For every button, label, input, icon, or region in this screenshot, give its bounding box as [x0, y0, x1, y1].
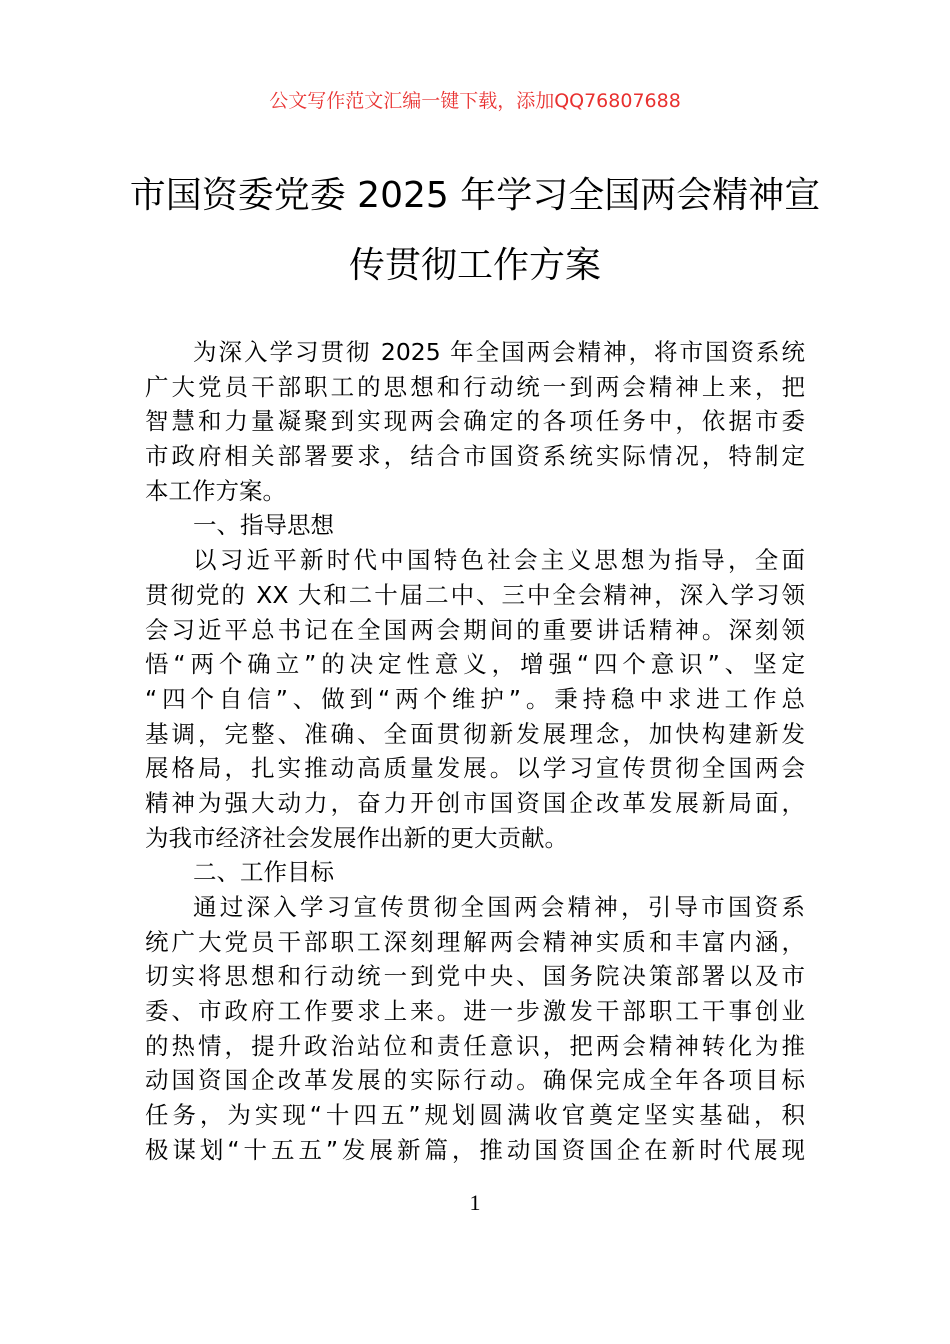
text-line: 智慧和力量凝聚到实现两会确定的各项任务中，依据市委 [145, 407, 805, 436]
text-line: 二、工作目标 [193, 858, 334, 887]
text-line: 贯彻党的 XX 大和二十届二中、三中全会精神，深入学习领 [145, 580, 805, 609]
text-line: “四个自信”、做到“两个维护”。秉持稳中求进工作总 [145, 684, 805, 713]
text-line: 的热情，提升政治站位和责任意识，把两会精神转化为推 [145, 1031, 805, 1060]
text-line: 动国资国企改革发展的实际行动。确保完成全年各项目标 [145, 1066, 805, 1095]
text-line: 委、市政府工作要求上来。进一步激发干部职工干事创业 [145, 997, 805, 1026]
text-line: 一、指导思想 [193, 511, 334, 540]
text-line: 精神为强大动力，奋力开创市国资国企改革发展新局面， [145, 788, 805, 817]
text-line: 展格局，扎实推动高质量发展。以学习宣传贯彻全国两会 [145, 754, 805, 783]
text-line: 通过深入学习宣传贯彻全国两会精神，引导市国资系 [193, 893, 805, 921]
text-line: 为深入学习贯彻 2025 年全国两会精神，将市国资系统 [193, 338, 805, 366]
text-line: 会习近平总书记在全国两会期间的重要讲话精神。深刻领 [145, 615, 805, 644]
text-line: 切实将思想和行动统一到党中央、国务院决策部署以及市 [145, 962, 805, 991]
text-line: 本工作方案。 [145, 476, 286, 505]
text-line: 市政府相关部署要求，结合市国资系统实际情况，特制定 [145, 442, 805, 471]
text-line: 悟“两个确立”的决定性意义，增强“四个意识”、坚定 [145, 650, 805, 679]
text-line: 以习近平新时代中国特色社会主义思想为指导，全面 [193, 546, 805, 575]
document-title-line-1: 市国资委党委 2025 年学习全国两会精神宣 [129, 175, 821, 216]
watermark-text: 公文写作范文汇编一键下载，添加QQ76807688 [269, 90, 681, 112]
text-line: 为我市经济社会发展作出新的更大贡献。 [145, 823, 568, 852]
text-line: 极谋划“十五五”发展新篇，推动国资国企在新时代展现 [145, 1135, 805, 1164]
text-line: 基调，完整、准确、全面贯彻新发展理念，加快构建新发 [145, 719, 805, 748]
text-line: 统广大党员干部职工深刻理解两会精神实质和丰富内涵， [145, 927, 805, 956]
document-title-line-2: 传贯彻工作方案 [348, 245, 601, 286]
text-line: 广大党员干部职工的思想和行动统一到两会精神上来，把 [145, 372, 805, 401]
page-number: 1 [469, 1190, 481, 1215]
text-line: 任务，为实现“十四五”规划圆满收官奠定坚实基础，积 [145, 1101, 805, 1130]
document-body [145, 335, 805, 1168]
